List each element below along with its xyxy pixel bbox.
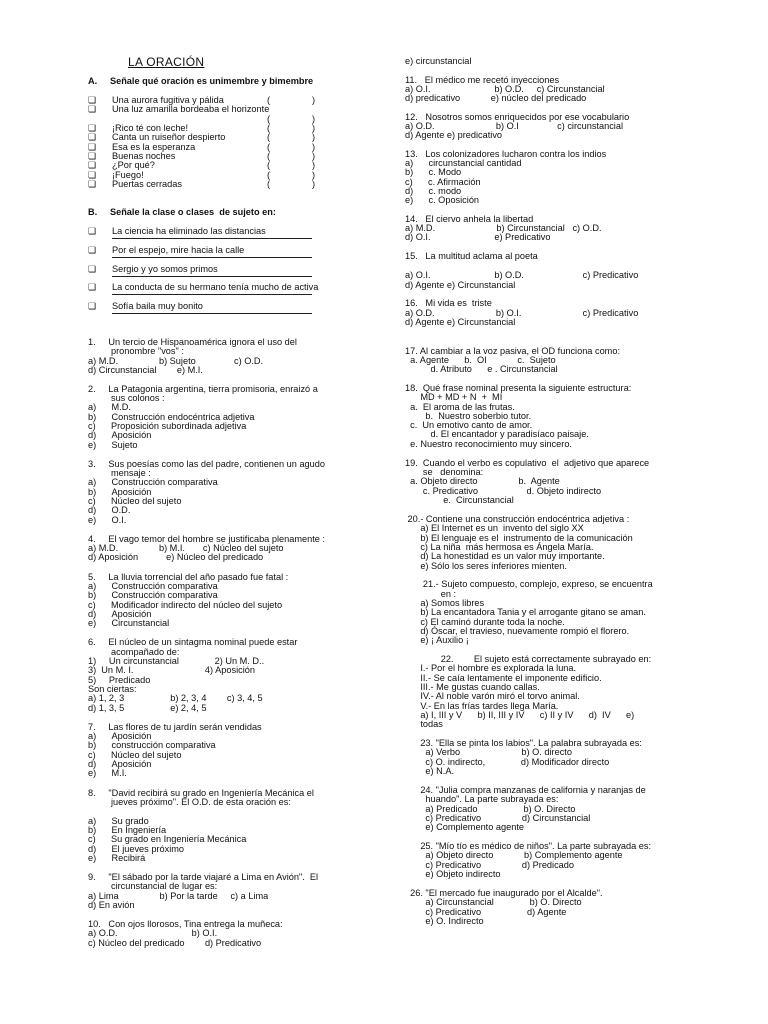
question-line: V.- En las frías tardes llega María. [405, 701, 559, 711]
question-line: sus colonos : [88, 393, 165, 403]
section-a-item: ¿Por qué? [112, 160, 155, 170]
section-a-item: ¡Rico té con leche! [112, 123, 189, 133]
checkbox-icon[interactable]: ❏ [88, 170, 97, 180]
answer-paren-open: ( [267, 123, 271, 133]
question-line: d) Circunstancial e) M.I. [88, 365, 203, 375]
question-line: a. El aroma de las frutas. [405, 402, 515, 412]
checkbox-icon[interactable]: ❏ [88, 264, 97, 274]
answer-paren-open: ( [267, 132, 271, 142]
question-line: a) Verbo b) O. directo [405, 747, 572, 757]
question-line: 14. El ciervo anhela la libertad [405, 214, 534, 224]
question-line: 3. Sus poesías como las del padre, contienen un agudo [88, 459, 325, 469]
answer-paren-open: ( [267, 179, 271, 189]
answer-paren-close: ) [312, 170, 316, 180]
question-line: 22. El sujeto está correctamente subrayado en: [405, 654, 652, 664]
question-line: e) Recibirá [88, 853, 146, 863]
question-line: 5. La lluvia torrencial del año pasado fue fatal : [88, 572, 289, 582]
question-line: c) O. indirecto, d) Modificador directo [405, 757, 610, 767]
question-line: c) Su grado en Ingeniería Mecánica [88, 834, 247, 844]
checkbox-icon[interactable]: ❏ [88, 160, 97, 170]
question-line: 13. Los colonizadores lucharon contra los indios [405, 149, 607, 159]
question-line: 25. "Mío tío es médico de niños". La parte subrayada es: [405, 841, 652, 851]
question-line: a. Objeto directo b. Agente [405, 476, 560, 486]
question-line: c) El caminó durante toda la noche. [405, 617, 565, 627]
question-line: 24. "Julia compra manzanas de california y naranjas de [405, 785, 646, 795]
question-line: d) Agente e) predicativo [405, 130, 503, 140]
question-line: a) O.D. b) O.I c) circunstancial [405, 121, 623, 131]
answer-paren-close: ) [312, 179, 316, 189]
question-line: MD + MD + N + MI [405, 392, 503, 402]
section-a-item: Esa es la esperanza [112, 142, 196, 152]
question-line: e) O.I. [88, 515, 127, 525]
answer-line[interactable] [112, 238, 312, 239]
question-line: a) O.D. b) O.I. [88, 928, 218, 938]
answer-paren-close: ) [312, 160, 316, 170]
section-a-item: Canta un ruiseñor despierto [112, 132, 226, 142]
section-b-item: La conducta de su hermano tenía mucho de activa [112, 282, 319, 292]
question-line: a) M.D. b) Circunstancial c) O.D. [405, 223, 602, 233]
question-line: d) Aposición e) Núcleo del predicado [88, 552, 264, 562]
checkbox-icon[interactable]: ❏ [88, 151, 97, 161]
question-line: se denomina: [405, 467, 484, 477]
question-line: d. El encantador y paradisíaco paisaje. [405, 429, 589, 439]
section-a-item: ¡Fuego! [112, 170, 144, 180]
answer-line[interactable] [112, 257, 312, 258]
answer-paren-open: ( [267, 170, 271, 180]
question-line: e) Sólo los seres inferiores mienten. [405, 561, 567, 571]
checkbox-icon[interactable]: ❏ [88, 245, 97, 255]
question-line: Son ciertas: [88, 684, 137, 694]
question-line: 7. Las flores de tu jardín serán vendidas [88, 722, 262, 732]
section-b-item: Sergio y yo somos primos [112, 264, 218, 274]
answer-paren-open: ( [267, 95, 271, 105]
question-line: 5) Predicado [88, 675, 151, 685]
question-line: e) N.A. [405, 766, 455, 776]
question-line: d) Óscar, el travieso, nuevamente rompió el florero. [405, 626, 630, 636]
checkbox-icon[interactable]: ❏ [88, 104, 97, 114]
question-line: d) 1, 3, 5 e) 2, 4, 5 [88, 703, 207, 713]
question-line: a) M.D. b) M.I. c) Núcleo del sujeto [88, 543, 284, 553]
question-line: 1. Un tercio de Hispanoamérica ignora el uso del [88, 337, 297, 347]
question-line: d) El jueves próximo [88, 844, 184, 854]
question-line: circunstancial de lugar es: [88, 881, 218, 891]
question-line: 16. Mi vida es triste [405, 298, 492, 308]
question-line: 21.- Sujeto compuesto, complejo, expreso, se encuentra [405, 579, 653, 589]
question-line: d) En avión [88, 900, 135, 910]
question-line: e) circunstancial [405, 56, 472, 66]
section-a-item: Puertas cerradas [112, 179, 182, 189]
question-line: acompañado de: [88, 647, 180, 657]
question-line: c) Predicativo d) Agente [405, 907, 567, 917]
question-line: a) O.D. b) O.I. c) Predicativo [405, 308, 639, 318]
question-line: a) circunstancial cantidad [405, 158, 522, 168]
question-line: mensaje : [88, 468, 151, 478]
question-line: 3) Un M. I. 4) Aposición [88, 665, 255, 675]
question-line: d) O.D. [88, 505, 131, 515]
question-line: todas [405, 719, 443, 729]
answer-paren-close: ) [312, 123, 316, 133]
question-line: 17. Al cambiar a la voz pasiva, el OD funciona como: [405, 346, 620, 356]
answer-paren-close: ) [312, 114, 316, 124]
question-line: c) Núcleo del sujeto [88, 750, 182, 760]
question-line: e) Circunstancial [88, 618, 170, 628]
question-line: d. Atributo e . Circunstancial [405, 364, 558, 374]
question-line: 8. "David recibirá su grado en Ingeniería Mecánica el [88, 788, 314, 798]
question-line: c) Predicativo d) Circunstancial [405, 813, 591, 823]
question-line: b. Nuestro soberbio tutor. [405, 411, 532, 421]
section-a-item: Buenas noches [112, 151, 176, 161]
question-line: d) O.I. e) Predicativo [405, 232, 551, 242]
checkbox-icon[interactable]: ❏ [88, 301, 97, 311]
section-b-item: Sofía baila muy bonito [112, 301, 203, 311]
question-line: a) Su grado [88, 816, 149, 826]
question-line: b) En Ingeniería [88, 825, 167, 835]
answer-paren-close: ) [312, 95, 316, 105]
question-line: a) 1, 2, 3 b) 2, 3, 4 c) 3, 4, 5 [88, 693, 263, 703]
answer-line[interactable] [112, 294, 312, 295]
question-line: jueves próximo". El O.D. de esta oración es: [88, 797, 291, 807]
question-line: d) La honestidad es un valor muy importante. [405, 551, 605, 561]
question-line: 2. La Patagonia argentina, tierra promisoria, enraizó a [88, 384, 318, 394]
question-line: e) ¡ Auxilio ¡ [405, 635, 469, 645]
page-title: LA ORACIÓN [128, 55, 205, 69]
checkbox-icon[interactable]: ❏ [88, 282, 97, 292]
question-line: c) Núcleo del sujeto [88, 496, 182, 506]
question-line: b) La encantadora Tania y el arrogante gitano se aman. [405, 607, 646, 617]
question-line: a) I, III y V b) II, III y IV c) II y IV d) IV e) [405, 710, 635, 720]
answer-paren-close: ) [312, 132, 316, 142]
question-line: en : [405, 589, 457, 599]
section-b-item: La ciencia ha eliminado las distancias [112, 226, 266, 236]
question-line: 6. El núcleo de un sintagma nominal puede estar [88, 637, 298, 647]
question-line: e. Nuestro reconocimiento muy sincero. [405, 439, 572, 449]
question-line: c) Proposición subordinada adjetiva [88, 421, 247, 431]
section-a-item: Una luz amarilla bordeaba el horizonte [112, 104, 270, 114]
answer-paren-close: ) [312, 151, 316, 161]
question-line: III.- Me gustas cuando callas. [405, 682, 540, 692]
question-line: 9. "El sábado por la tarde viajaré a Lima en Avión". El [88, 872, 319, 882]
answer-paren-open: ( [267, 151, 271, 161]
question-line: a) Predicado b) O. Directo [405, 804, 576, 814]
checkbox-icon[interactable]: ❏ [88, 179, 97, 189]
question-line: c. Un emotivo canto de amor. [405, 420, 533, 430]
question-line: a) Objeto directo b) Complemento agente [405, 850, 623, 860]
question-line: b) Construcción endocéntrica adjetiva [88, 412, 255, 422]
question-line: c) Modificador indirecto del núcleo del sujeto [88, 600, 283, 610]
question-line: d) Aposición [88, 430, 152, 440]
checkbox-icon[interactable]: ❏ [88, 95, 97, 105]
question-line: a) Construcción comparativa [88, 477, 218, 487]
checkbox-icon[interactable]: ❏ [88, 132, 97, 142]
question-line: e) Sujeto [88, 440, 138, 450]
question-line: 20.- Contiene una construcción endocéntrica adjetiva : [405, 514, 630, 524]
question-line: d) Agente e) Circunstancial [405, 317, 516, 327]
question-line: 4. El vago temor del hombre se justificaba plenamente : [88, 534, 325, 544]
checkbox-icon[interactable]: ❏ [88, 142, 97, 152]
question-line: d) c. modo [405, 186, 462, 196]
checkbox-icon[interactable]: ❏ [88, 123, 97, 133]
question-line: e) Complemento agente [405, 822, 524, 832]
question-line: a) O.I. b) O.D. c) Circunstancial [405, 84, 605, 94]
section-b-heading: B. Señale la clase o clases de sujeto en: [88, 207, 276, 217]
question-line: e) Objeto indirecto [405, 869, 501, 879]
answer-paren-open: ( [267, 142, 271, 152]
question-line: II.- Se caía lentamente el imponente edificio. [405, 673, 602, 683]
question-line: a) Lima b) Por la tarde c) a Lima [88, 891, 269, 901]
question-line: c) c. Afirmación [405, 177, 481, 187]
question-line: 11. El médico me recetó inyecciones [405, 75, 560, 85]
question-line: pronombre "vos" : [88, 346, 184, 356]
section-a-heading: A. Señale qué oración es unimembre y bimembre [88, 76, 314, 86]
question-line: 19. Cuando el verbo es copulativo el adjetivo que aparece [405, 458, 650, 468]
question-line: 15. La multitud aclama al poeta [405, 251, 538, 261]
question-line: b) c. Modo [405, 167, 462, 177]
question-line: 23. "Ella se pinta los labios". La palabra subrayada es: [405, 738, 642, 748]
question-line: a) El Internet es un invento del siglo XX [405, 523, 584, 533]
question-line: b) Construcción comparativa [88, 590, 218, 600]
question-line: e) c. Oposición [405, 195, 480, 205]
question-line: huando". La parte subrayada es: [405, 794, 559, 804]
section-b-item: Por el espejo, mire hacia la calle [112, 245, 245, 255]
question-line: 18. Qué frase nominal presenta la siguiente estructura: [405, 383, 632, 393]
question-line: e) M.I. [88, 768, 127, 778]
answer-paren-open: ( [267, 160, 271, 170]
question-line: a) Somos libres [405, 598, 485, 608]
answer-line[interactable] [112, 276, 312, 277]
question-line: c. Predicativo d. Objeto indirecto [405, 486, 602, 496]
question-line: c) La niña más hermosa es Ángela María. [405, 542, 594, 552]
question-line: a) M.D. b) Sujeto c) O.D. [88, 356, 264, 366]
question-line: d) Aposición [88, 759, 152, 769]
question-line: 12. Nosotros somos enriquecidos por ese vocabulario [405, 112, 630, 122]
question-line: b) Aposición [88, 487, 152, 497]
question-line: e. Circunstancial [405, 495, 514, 505]
question-line: c) Núcleo del predicado d) Predicativo [88, 938, 262, 948]
answer-paren-open: ( [267, 114, 271, 124]
question-line: b) construcción comparativa [88, 740, 216, 750]
question-line: a) Aposición [88, 731, 152, 741]
question-line: 1) Un circunstancial 2) Un M. D.. [88, 656, 265, 666]
question-line: I.- Por el hombre es explorada la luna. [405, 663, 577, 673]
question-line: e) O. Indirecto [405, 916, 484, 926]
question-line: 26. "El mercado fue inaugurado por el Alcalde". [405, 888, 603, 898]
answer-line[interactable] [112, 313, 312, 314]
question-line: d) Aposición [88, 609, 152, 619]
question-line: b) El lenguaje es el instrumento de la comunicación [405, 533, 633, 543]
question-line: c) Predicativo d) Predicado [405, 860, 575, 870]
question-line: a) Construcción comparativa [88, 581, 218, 591]
section-a-item: Una aurora fugitiva y pálida [112, 95, 224, 105]
question-line: a) O.I. b) O.D. c) Predicativo [405, 270, 639, 280]
question-line: a. Agente b. OI c. Sujeto [405, 355, 556, 365]
question-line: 10. Con ojos llorosos, Tina entrega la muñeca: [88, 919, 283, 929]
question-line: a) M.D. [88, 402, 131, 412]
question-line: d) Agente e) Circunstancial [405, 280, 516, 290]
question-line: d) predicativo e) núcleo del predicado [405, 93, 587, 103]
question-line: a) Circunstancial b) O. Directo [405, 897, 582, 907]
question-line: IV.- Al noble varón miró el torvo animal. [405, 691, 580, 701]
checkbox-icon[interactable]: ❏ [88, 226, 97, 236]
answer-paren-close: ) [312, 142, 316, 152]
